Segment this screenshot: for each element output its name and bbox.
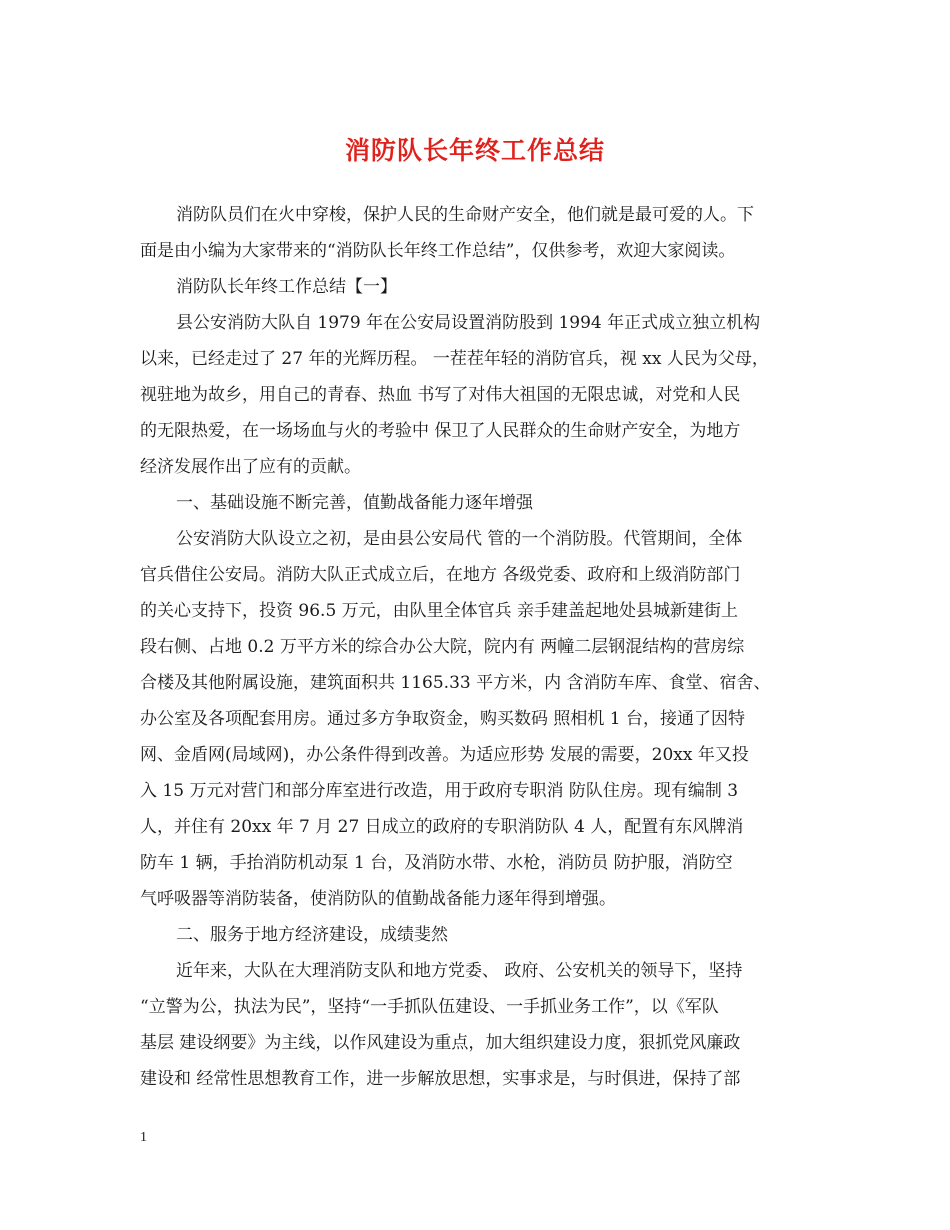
text-line: 段右侧、占地 0.2 万平方米的综合办公大院，院内有 两幢二层钢混结构的营房综 — [140, 637, 745, 657]
text-line: 防车 1 辆，手抬消防机动泵 1 台，及消防水带、水枪，消防员 防护服，消防空 — [140, 853, 733, 873]
text-line: 基层 建设纲要》为主线，以作风建设为重点，加大组织建设力度，狠抓党风廉政 — [140, 1033, 741, 1053]
text-line: 公安消防大队设立之初，是由县公安局代 管的一个消防股。代管期间，全体 — [176, 529, 743, 549]
text-line: 合楼及其他附属设施，建筑面积共 1165.33 平方米，内 含消防车库、食堂、宿舍、 — [140, 673, 771, 693]
text-line: 气呼吸器等消防装备，使消防队的值勤战备能力逐年得到增强。 — [140, 889, 616, 909]
page-number: 1 — [140, 1130, 147, 1145]
text-line: 视驻地为故乡，用自己的青春、热血 书写了对伟大祖国的无限忠诚，对党和人民 — [140, 385, 741, 405]
text-line: 入 15 万元对营门和部分库室进行改造，用于政府专职消 防队住房。现有编制 3 — [140, 781, 739, 801]
text-line: “立警为公，执法为民”，坚持“一手抓队伍建设、一手抓业务工作”，以《军队 — [140, 997, 719, 1017]
text-line: 建设和 经常性思想教育工作，进一步解放思想，实事求是，与时俱进，保持了部 — [140, 1069, 741, 1089]
text-line: 官兵借住公安局。消防大队正式成立后，在地方 各级党委、政府和上级消防部门 — [140, 565, 741, 585]
text-line: 的关心支持下，投资 96.5 万元，由队里全体官兵 亲手建盖起地处县城新建街上 — [140, 601, 739, 621]
document-title: 消防队长年终工作总结 — [344, 136, 605, 165]
text-line: 县公安消防大队自 1979 年在公安局设置消防股到 1994 年正式成立独立机构 — [176, 313, 761, 333]
section-heading: 消防队长年终工作总结【一】 — [176, 277, 397, 297]
section-heading: 二、服务于地方经济建设，成绩斐然 — [176, 925, 448, 945]
text-line: 网、金盾网(局域网)，办公条件得到改善。为适应形势 发展的需要，20xx 年又投 — [140, 745, 749, 765]
text-line: 消防队员们在火中穿梭，保护人民的生命财产安全，他们就是最可爱的人。下 — [176, 205, 754, 225]
text-line: 面是由小编为大家带来的“消防队长年终工作总结”，仅供参考，欢迎大家阅读。 — [140, 241, 736, 261]
section-heading: 一、基础设施不断完善，值勤战备能力逐年增强 — [176, 493, 533, 513]
text-line: 人，并住有 20xx 年 7 月 27 日成立的政府的专职消防队 4 人，配置有东风牌消 — [140, 817, 744, 837]
text-line: 经济发展作出了应有的贡献。 — [140, 457, 361, 477]
text-line: 办公室及各项配套用房。通过多方争取资金，购买数码 照相机 1 台，接通了因特 — [140, 709, 746, 729]
text-line: 以来，已经走过了 27 年的光辉历程。 一茬茬年轻的消防官兵，视 xx 人民为父母， — [140, 349, 769, 369]
text-line: 近年来，大队在大理消防支队和地方党委、 政府、公安机关的领导下，坚持 — [176, 961, 743, 981]
text-line: 的无限热爱，在一场场血与火的考验中 保卫了人民群众的生命财产安全，为地方 — [140, 421, 741, 441]
